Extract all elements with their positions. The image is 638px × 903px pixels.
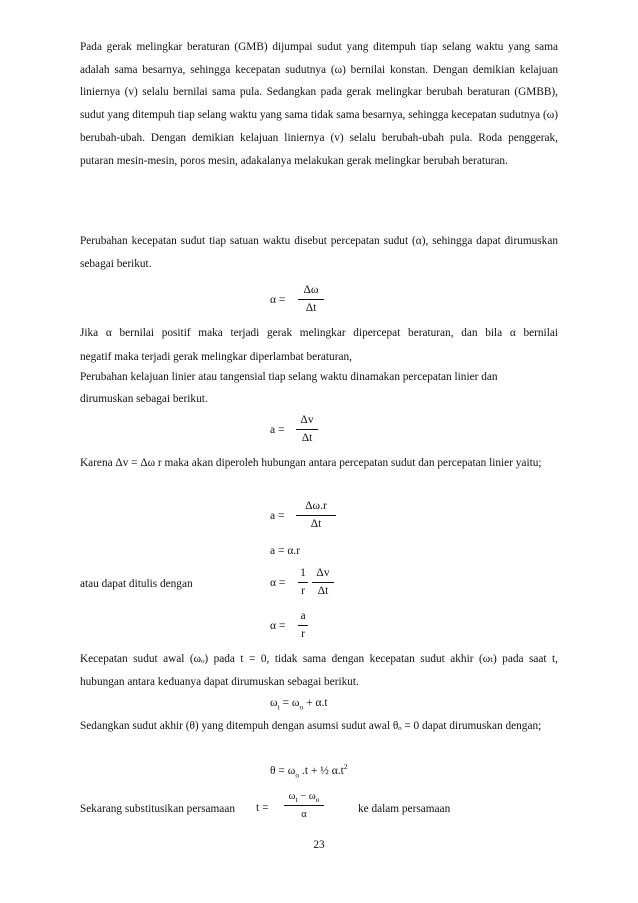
- fraction: [298, 610, 308, 641]
- equation-a-alpha-r: a = α.r: [270, 545, 301, 557]
- numerator: Δω.r: [305, 500, 327, 512]
- subscript-t: t: [277, 702, 280, 712]
- omega-symbol: ω: [288, 791, 296, 802]
- subscript-o: o: [315, 795, 320, 805]
- numerator: Δv: [300, 414, 314, 426]
- equation-omega-t: [270, 697, 328, 710]
- fraction-bar: [296, 429, 318, 430]
- omega-symbol: ω: [270, 697, 278, 709]
- fraction-bar: [312, 582, 334, 583]
- fraction-bar: [298, 299, 324, 300]
- paragraph-gmb-gmbb: Pada gerak melingkar beraturan (GMB) dijumpai sudut yang ditempuh tiap selang waktu yang sama adalah sama besarnya, sehingga kecepatan sudutnya (ω) bernilai konstan. Dengan demikian kelajuan liniernya (v) selalu bernilai sama pula. Sedangkan pada gerak melingkar berubah beraturan (GMBB), sudut yang ditempuh tiap selang waktu yang sama tidak sama besarnya, sehingga kecepatan sudutnya (ω) berubah-ubah. Dengan demikian kelajuan liniernya (v) selalu berubah-ubah pula. Roda penggerak, putaran mesin-mesin, poros mesin, adakalanya melakukan gerak melingkar berubah beraturan.: [80, 41, 558, 167]
- minus-omega: − ω: [297, 791, 316, 802]
- paragraph-initial-final-angular-velocity: Kecepatan sudut awal (ωₒ) pada t = 0, tidak sama dengan kecepatan sudut akhir (ωₜ) pada saat t, hubungan antara keduanya dapat dirumuskan sebagai berikut.: [80, 653, 558, 688]
- numerator: a: [300, 610, 306, 622]
- fraction-bar: [296, 515, 336, 516]
- denominator: r: [301, 628, 305, 640]
- superscript-2: 2: [343, 762, 348, 772]
- subscript-o: o: [295, 770, 300, 780]
- numerator: 1: [300, 567, 306, 579]
- omega-symbol: ω: [291, 697, 300, 709]
- fraction-one-over-r: [298, 567, 308, 598]
- equation-lhs: a =: [270, 510, 285, 522]
- paragraph-substitute-before: Sekarang substitusikan persamaan: [80, 803, 235, 815]
- fraction-bar: [298, 582, 308, 583]
- denominator: Δt: [301, 432, 313, 444]
- paragraph-linear-acceleration-line2: dirumuskan sebagai berikut.: [80, 393, 208, 405]
- paragraph-final-angle: Sedangkan sudut akhir (θ) yang ditempuh dengan asumsi sudut awal θₒ = 0 dapat dirumuskan dengan;: [80, 720, 542, 732]
- equation-part: θ = ω: [270, 765, 296, 777]
- equation-lhs: α =: [270, 294, 286, 306]
- denominator: Δt: [317, 585, 329, 597]
- fraction-delta-v-over-delta-t: [312, 567, 334, 598]
- fraction: [284, 790, 324, 821]
- denominator: Δt: [305, 302, 317, 314]
- paragraph-linear-acceleration-line1: Perubahan kelajuan linier atau tangensial tiap selang waktu dinamakan percepatan linier dan: [80, 371, 498, 383]
- fraction: [296, 500, 336, 531]
- denominator: Δt: [310, 518, 322, 530]
- subscript-t: t: [295, 795, 298, 805]
- paragraph-substitute-after: ke dalam persamaan: [358, 803, 451, 815]
- paragraph-alpha-sign-line1: Jika α bernilai positif maka terjadi gerak melingkar dipercepat beraturan, dan bila α bernilai: [80, 327, 558, 339]
- page-number: 23: [313, 839, 325, 851]
- equals-sign: =: [282, 697, 290, 709]
- paragraph-angular-acceleration: Perubahan kecepatan sudut tiap satuan waktu disebut percepatan sudut (α), sehingga dapat dirumuskan sebagai berikut.: [80, 235, 558, 270]
- fraction-bar: [298, 625, 308, 626]
- equation-lhs: α =: [270, 620, 286, 632]
- equation-part: .t + ½ α.t: [299, 765, 344, 777]
- equation-lhs: a =: [270, 424, 285, 436]
- numerator: Δv: [316, 567, 330, 579]
- subscript-o: o: [299, 702, 304, 712]
- equation-theta: [270, 762, 348, 780]
- equation-lhs: t =: [256, 802, 269, 814]
- paragraph-alternative-form: atau dapat ditulis dengan: [80, 578, 193, 590]
- paragraph-alpha-sign-line2: negatif maka terjadi gerak melingkar diperlambat beraturan,: [80, 351, 352, 363]
- denominator: r: [301, 585, 305, 597]
- fraction: [296, 414, 318, 445]
- fraction-bar: [284, 805, 324, 806]
- fraction: [298, 284, 324, 315]
- numerator: Δω: [303, 284, 319, 296]
- equation-lhs: α =: [270, 577, 286, 589]
- equation-rest: + α.t: [306, 697, 328, 709]
- paragraph-relation: Karena Δv = Δω r maka akan diperoleh hubungan antara percepatan sudut dan percepatan linier yaitu;: [80, 457, 542, 469]
- denominator: α: [301, 809, 307, 820]
- numerator: [284, 790, 324, 803]
